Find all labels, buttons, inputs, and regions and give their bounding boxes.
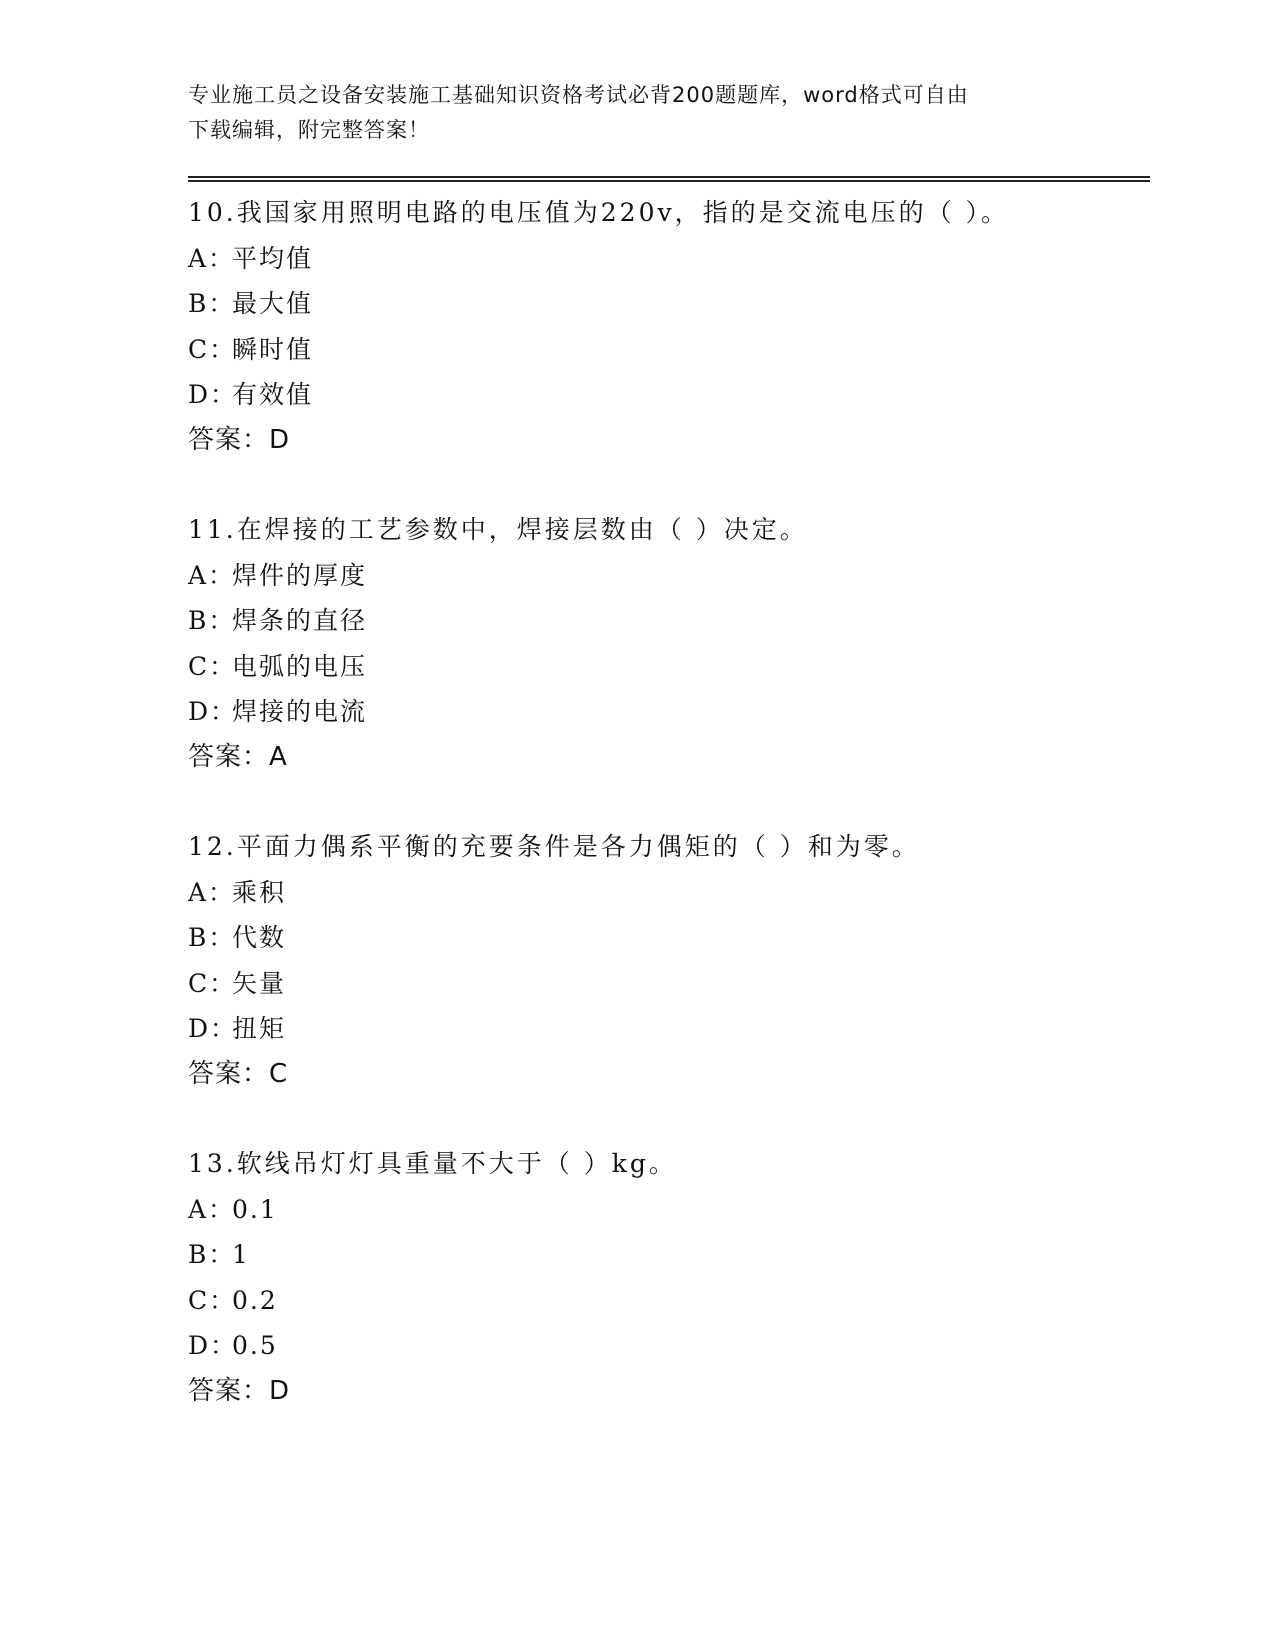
question-stem: 13.软线吊灯灯具重量不大于（ ）kg。 [188,1149,677,1178]
option-d [188,689,1150,735]
option-a [188,236,1150,282]
option-text: 代数 [232,923,287,952]
option-key: A： [188,560,236,590]
header-line-1: 专业施工员之设备安装施工基础知识资格考试必背200题题库，word格式可自由 [188,83,969,107]
option-b [188,915,1150,961]
header-divider [188,176,1150,182]
option-text: 焊接的电流 [232,697,368,726]
option-key: B： [188,606,236,635]
option-key: C： [188,334,237,364]
option-key: D： [188,697,238,726]
question-list [188,190,1150,1414]
answer-line: 答案：C [188,1058,289,1089]
header-line-2: 下载编辑，附完整答案！ [188,118,430,142]
option-text: 乘积 [232,877,287,907]
option-c [188,644,1150,690]
option-b [188,281,1150,327]
option-text: 平均值 [232,243,314,273]
option-key: B： [188,923,236,952]
option-d [188,372,1150,418]
option-key: A： [188,243,236,273]
option-text: 1 [232,1240,250,1269]
option-key: C： [188,968,237,998]
option-key: D： [188,380,238,409]
option-text: 瞬时值 [232,334,314,364]
option-key: B： [188,289,236,318]
question-stem: 11.在焊接的工艺参数中，焊接层数由（ ）决定。 [188,515,808,544]
option-d [188,1006,1150,1052]
option-d [188,1323,1150,1369]
question-stem: 10.我国家用照明电路的电压值为220v，指的是交流电压的（ ）。 [188,198,1010,227]
option-c [188,327,1150,373]
option-a [188,1187,1150,1233]
option-text: 焊条的直径 [232,606,368,635]
option-text: 有效值 [232,380,314,409]
option-key: B： [188,1240,236,1269]
option-a [188,870,1150,916]
question-11 [188,507,1150,780]
question-12 [188,824,1150,1097]
option-text: 0.5 [232,1331,278,1360]
option-text: 最大值 [232,289,314,318]
option-text: 0.2 [232,1285,278,1315]
option-key: A： [188,1194,236,1224]
option-c [188,1278,1150,1324]
option-key: D： [188,1331,238,1360]
option-key: A： [188,877,236,907]
option-text: 扭矩 [232,1014,287,1043]
option-text: 焊件的厚度 [232,560,368,590]
option-key: C： [188,651,237,681]
option-key: D： [188,1014,238,1043]
question-13 [188,1141,1150,1414]
answer-line: 答案：D [188,424,291,455]
option-text: 电弧的电压 [232,651,368,681]
answer-line: 答案：A [188,741,288,772]
answer-line: 答案：D [188,1375,291,1406]
document-header [188,78,1068,148]
option-text: 0.1 [232,1194,278,1224]
option-a [188,553,1150,599]
question-stem: 12.平面力偶系平衡的充要条件是各力偶矩的（ ）和为零。 [188,832,920,861]
document-page [188,78,1150,1458]
option-text: 矢量 [232,968,287,998]
option-b [188,1232,1150,1278]
option-b [188,598,1150,644]
option-key: C： [188,1285,237,1315]
question-10 [188,190,1150,463]
option-c [188,961,1150,1007]
